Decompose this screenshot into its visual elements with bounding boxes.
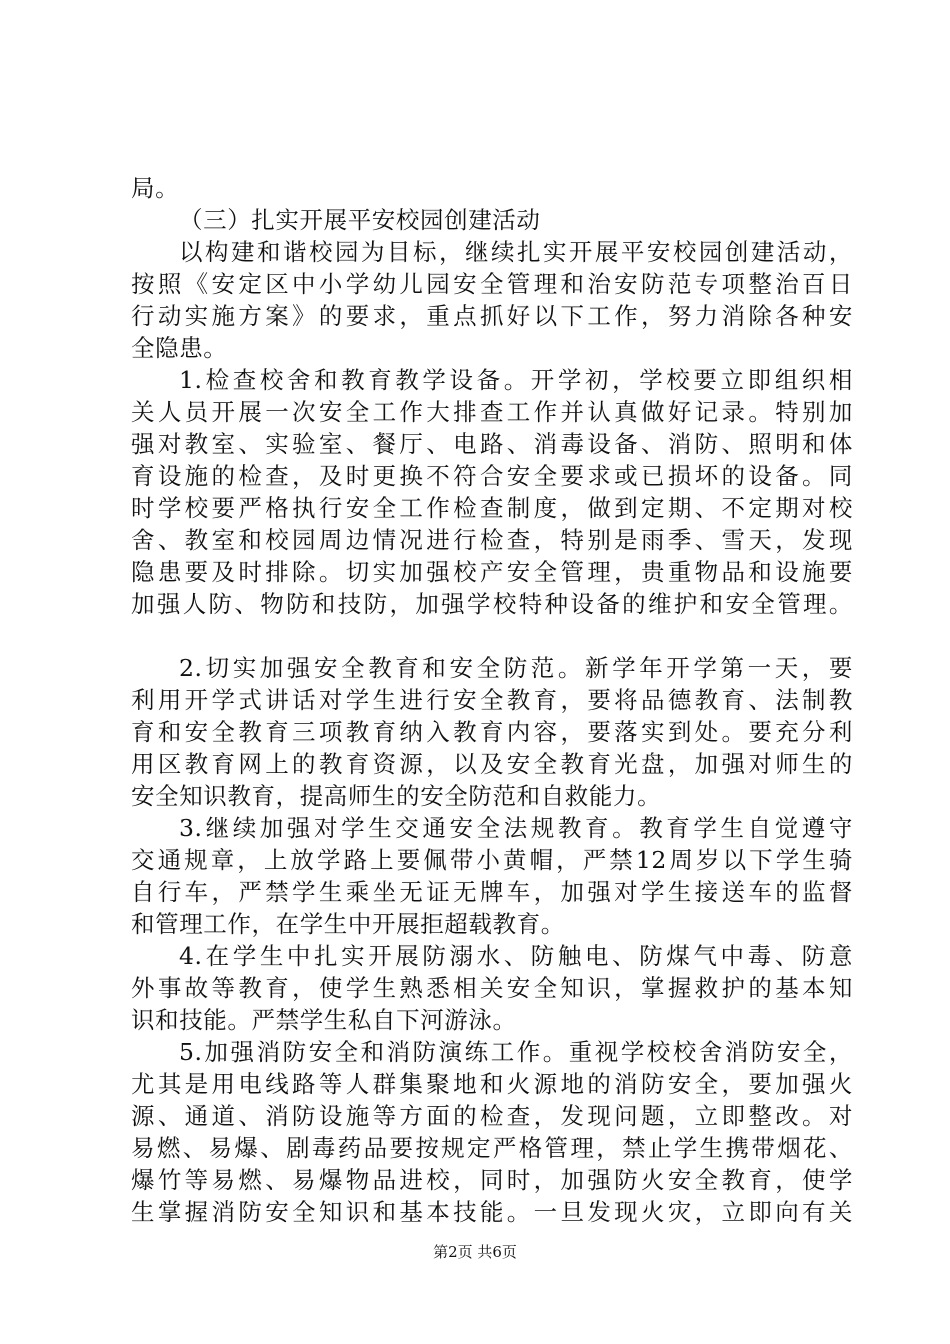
text-line: 以构建和谐校园为目标，继续扎实开展平安校园创建活动，	[179, 238, 853, 266]
text-line: 隐患要及时排除。切实加强校产安全管理，贵重物品和设施要	[131, 558, 853, 586]
text-line: 关人员开展一次安全工作大排查工作并认真做好记录。特别加	[131, 398, 853, 426]
text-line: 和管理工作，在学生中开展拒超载教育。	[131, 910, 565, 938]
text-line: 加强人防、物防和技防，加强学校特种设备的维护和安全管理。	[131, 590, 853, 618]
text-line: 1.检查校舍和教育教学设备。开学初，学校要立即组织相	[179, 366, 853, 394]
page-number: 第2页 共6页	[433, 1243, 517, 1261]
text-line: 外事故等教育，使学生熟悉相关安全知识，掌握救护的基本知	[131, 974, 853, 1002]
section-heading: （三）扎实开展平安校园创建活动	[179, 206, 541, 234]
text-line: 源、通道、消防设施等方面的检查，发现问题，立即整改。对	[131, 1102, 853, 1130]
text-line: 全隐患。	[131, 334, 228, 362]
text-line: 按照《安定区中小学幼儿园安全管理和治安防范专项整治百日	[131, 270, 853, 298]
text-line: 识和技能。严禁学生私自下河游泳。	[131, 1006, 517, 1034]
blank-line	[131, 620, 853, 652]
text-line: 易燃、易爆、剧毒药品要按规定严格管理，禁止学生携带烟花、	[131, 1134, 853, 1162]
text-line: 4.在学生中扎实开展防溺水、防触电、防煤气中毒、防意	[179, 942, 853, 970]
text-line: 自行车，严禁学生乘坐无证无牌车，加强对学生接送车的监督	[131, 878, 853, 906]
text-line: 时学校要严格执行安全工作检查制度，做到定期、不定期对校	[131, 494, 853, 522]
text-line: 用区教育网上的教育资源，以及安全教育光盘，加强对师生的	[131, 750, 853, 778]
document-body	[131, 172, 853, 1228]
text-line: 尤其是用电线路等人群集聚地和火源地的消防安全，要加强火	[131, 1070, 853, 1098]
text-line: 舍、教室和校园周边情况进行检查，特别是雨季、雪天，发现	[131, 526, 853, 554]
text-line: 爆竹等易燃、易爆物品进校，同时，加强防火安全教育，使学	[131, 1166, 853, 1194]
text-line: 局。	[131, 174, 180, 202]
text-line: 行动实施方案》的要求，重点抓好以下工作，努力消除各种安	[131, 302, 853, 330]
text-line: 3.继续加强对学生交通安全法规教育。教育学生自觉遵守	[179, 814, 853, 842]
text-line: 2.切实加强安全教育和安全防范。新学年开学第一天，要	[179, 654, 853, 682]
text-line: 5.加强消防安全和消防演练工作。重视学校校舍消防安全，	[179, 1038, 853, 1066]
text-line: 育设施的检查，及时更换不符合安全要求或已损坏的设备。同	[131, 462, 853, 490]
text-line: 生掌握消防安全知识和基本技能。一旦发现火灾，立即向有关	[131, 1198, 853, 1226]
text-line: 强对教室、实验室、餐厅、电路、消毒设备、消防、照明和体	[131, 430, 853, 458]
text-line: 安全知识教育，提高师生的安全防范和自救能力。	[131, 782, 662, 810]
text-line: 育和安全教育三项教育纳入教育内容，要落实到处。要充分利	[131, 718, 853, 746]
text-line: 利用开学式讲话对学生进行安全教育，要将品德教育、法制教	[131, 686, 853, 714]
text-line: 交通规章，上放学路上要佩带小黄帽，严禁12周岁以下学生骑	[131, 846, 853, 874]
